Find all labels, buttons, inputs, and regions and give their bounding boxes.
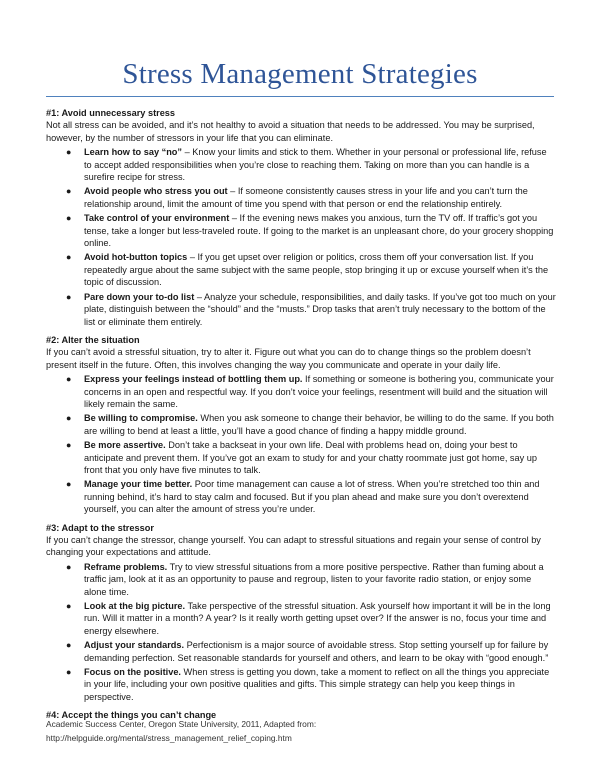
bullet-list (46, 146, 556, 328)
item-text: Poor time management can cause a lot of stress. When you’re stretched too thin and running behind, it’s hard to stay calm and focused. But if you plan ahead and make sure you don’t overextend yourself, you can alter the amount of stress you’re under. (84, 479, 540, 515)
bullet-icon: ● (66, 213, 72, 224)
list-item (66, 439, 556, 476)
item-term: Take control of your environment (84, 213, 230, 224)
section-intro: If you can’t avoid a stressful situation, try to alter it. Figure out what you can do to change things so the problem doesn’t present itself in the future. Often, this involves changing the way you communicate and operate in your daily life. (46, 347, 531, 370)
bullet-icon: ● (66, 147, 72, 158)
bullet-icon: ● (66, 291, 72, 302)
list-item (66, 600, 556, 637)
item-term: Manage your time better. (84, 479, 193, 490)
bullet-icon: ● (66, 252, 72, 263)
section-heading: #3: Adapt to the stressor (46, 522, 154, 533)
list-item (66, 146, 556, 183)
list-item (66, 561, 556, 598)
section-avoid-unnecessary-stress (46, 107, 556, 328)
item-text: – Know your limits and stick to them. Whether in your personal or professional life, refuse to accept added responsibilities when you’re close to reaching them. Taking on more than you can handle is a surefire recipe for stress. (84, 147, 547, 183)
item-text: – Analyze your schedule, responsibilities, and daily tasks. If you’ve got too much on your plate, distinguish between the “should” and the “musts.” Drop tasks that aren’t truly necessary to the bottom of the list or eliminate them entirely. (84, 291, 556, 327)
bullet-list (46, 373, 556, 515)
bullet-icon: ● (66, 667, 72, 678)
bullet-icon: ● (66, 601, 72, 612)
item-term: Be more assertive. (84, 440, 166, 451)
section-heading: #2: Alter the situation (46, 334, 140, 345)
item-text: Perfectionism is a major source of avoidable stress. Stop setting yourself up for failure by demanding perfection. Set reasonable standards for yourself and others, and learn to be okay with “good enough.” (84, 640, 549, 663)
item-term: Reframe problems. (84, 561, 168, 572)
item-text: Take perspective of the stressful situation. Ask yourself how important it will be in the long run. Will it matter in a month? A year? Is it really worth getting upset over? If the answer is no, focus your time and energy elsewhere. (84, 601, 551, 636)
list-item (66, 412, 556, 437)
bullet-icon: ● (66, 561, 72, 572)
list-item (66, 373, 556, 410)
item-text: Don’t take a backseat in your own life. Deal with problems head on, doing your best to anticipate and prevent them. If you’ve got an exam to study for and your chatty roommate just got home, say up front that you only have five minutes to talk. (84, 440, 537, 475)
bullet-list (46, 561, 556, 703)
list-item (66, 185, 556, 210)
footer-url: http://helpguide.org/mental/stress_management_relief_coping.htm (46, 733, 292, 743)
list-item (66, 666, 556, 703)
section-alter-the-situation (46, 334, 556, 516)
item-term: Pare down your to-do list (84, 291, 195, 302)
item-text: – If the evening news makes you anxious, turn the TV off. If traffic’s got you tense, take a longer but less-traveled route. If going to the market is an unpleasant chore, do your grocery shopping online. (84, 213, 554, 249)
item-term: Adjust your standards. (84, 640, 185, 651)
section-intro: If you can’t change the stressor, change yourself. You can adapt to stressful situations and regain your sense of control by changing your expectations and attitude. (46, 535, 541, 558)
item-term: Focus on the positive. (84, 667, 181, 678)
bullet-icon: ● (66, 640, 72, 651)
item-text: – If you get upset over religion or politics, cross them off your conversation list. If you repeatedly argue about the same subject with the same people, stop bringing it up or excuse yourself when it’s the topic of discussion. (84, 252, 549, 288)
section-adapt-to-the-stressor (46, 522, 556, 704)
bullet-icon: ● (66, 479, 72, 490)
item-text: If something or someone is bothering you, communicate your concerns in an open and respectful way. If you don’t voice your feelings, resentment will build and the situation will likely remain the same. (84, 374, 554, 409)
footer-credit: Academic Success Center, Oregon State University, 2011, Adapted from: (46, 719, 317, 729)
section-heading: #1: Avoid unnecessary stress (46, 108, 176, 118)
item-term: Learn how to say “no” (84, 147, 183, 158)
list-item (66, 639, 556, 664)
item-text: When you ask someone to change their behavior, be willing to do the same. If you both are willing to bend at least a little, you’ll have a good chance of finding a happy middle ground. (84, 413, 554, 436)
list-item (66, 478, 556, 515)
item-term: Be willing to compromise. (84, 413, 198, 424)
list-item (66, 251, 556, 288)
bullet-icon: ● (66, 413, 72, 424)
footer-citation (46, 717, 556, 745)
item-term: Express your feelings instead of bottling them up. (84, 374, 303, 385)
item-term: Avoid people who stress you out (84, 186, 228, 197)
section-intro: Not all stress can be avoided, and it’s not healthy to avoid a situation that needs to be addressed. You may be surprised, however, by the number of stressors in your life that you can eliminate. (46, 120, 535, 143)
item-text: When stress is getting you down, take a moment to reflect on all the things you appreciate in your life, including your own positive qualities and gifts. This simple strategy can help you keep things in perspective. (84, 667, 550, 702)
bullet-icon: ● (66, 186, 72, 197)
item-text: Try to view stressful situations from a more positive perspective. Rather than fuming about a traffic jam, look at it as an opportunity to pause and regroup, listen to your favorite radio station, or enjoy some alone time. (84, 561, 544, 597)
item-term: Look at the big picture. (84, 601, 186, 612)
item-text: – If someone consistently causes stress in your life and you can’t turn the relationship around, limit the amount of time you spend with that person or end the relationship entirely. (84, 186, 528, 209)
page-title: Stress Management Strategies (122, 58, 478, 90)
list-item (66, 291, 556, 328)
item-term: Avoid hot-button topics (84, 252, 188, 263)
bullet-icon: ● (66, 440, 72, 451)
title-underline (46, 96, 554, 97)
document-body (46, 107, 556, 728)
bullet-icon: ● (66, 374, 72, 385)
list-item (66, 212, 556, 249)
section-heading: #4: Accept the things you can’t change (46, 710, 217, 721)
